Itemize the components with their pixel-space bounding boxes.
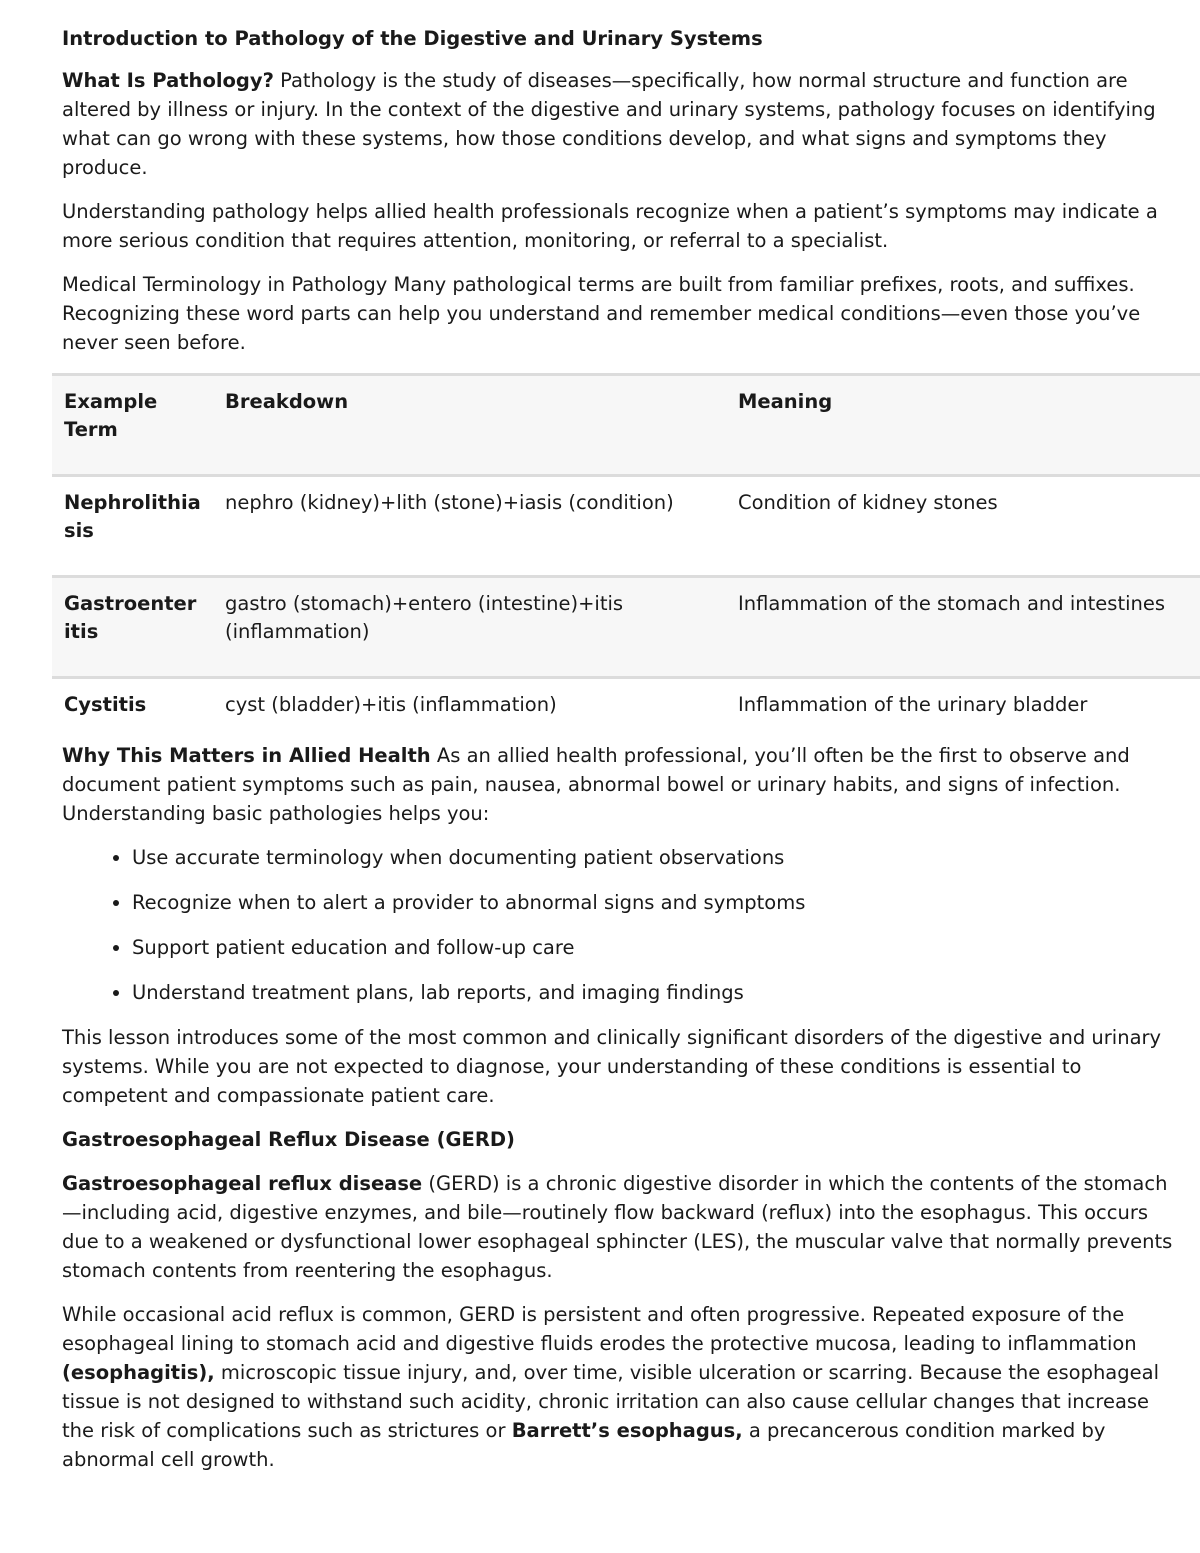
list-item: • Understand treatment plans, lab reports, and imaging findings — [132, 978, 1182, 1007]
gerd-paragraph-1 — [62, 1169, 1182, 1285]
why-paragraph — [62, 741, 1182, 828]
meaning-cell: Inflammation of the urinary bladder — [738, 693, 1088, 716]
intro-lead: What Is Pathology? — [62, 69, 274, 92]
document-title: Introduction to Pathology of the Digestive and Urinary Systems — [62, 27, 763, 50]
breakdown-cell: cyst (bladder)+itis (inflammation) — [225, 693, 557, 716]
gerd-heading: Gastroesophageal Reflux Disease (GERD) — [62, 1128, 515, 1151]
intro-text: Pathology is the study of diseases—specifically, how normal structure and function are altered by illness or injury. In the context of the digestive and urinary systems, pathology focuses on identifying what can go wrong with these systems, how those conditions develop, and what signs and symptoms they produce. — [62, 69, 1156, 179]
breakdown-cell: gastro (stomach)+entero (intestine)+itis (inflammation) — [225, 592, 624, 643]
intro-paragraph — [62, 66, 1182, 182]
header-example-term: Example Term — [64, 390, 158, 441]
header-breakdown: Breakdown — [225, 390, 349, 413]
list-item: • Recognize when to alert a provider to abnormal signs and symptoms — [132, 888, 1182, 917]
understanding-paragraph: Understanding pathology helps allied health professionals recognize when a patient’s symptoms may indicate a more serious condition that requires attention, monitoring, or referral to a specialist. — [62, 200, 1158, 252]
gerd-p2-part2: microscopic tissue injury, and, over time, visible ulceration or scarring. Because the esophageal tissue is not designed to withstand such acidity, chronic irritation can also cause cellular changes that increase the risk of complications such as strictures or — [62, 1361, 1159, 1442]
gerd-p2-part3: a precancerous condition marked by abnormal cell growth. — [62, 1419, 1106, 1471]
lesson-paragraph: This lesson introduces some of the most common and clinically significant disorders of the digestive and urinary systems. While you are not expected to diagnose, your understanding of these conditions is essential to competent and compassionate patient care. — [62, 1026, 1162, 1107]
list-item: • Support patient education and follow-up care — [132, 933, 1182, 962]
why-lead: Why This Matters in Allied Health — [62, 744, 431, 767]
benefits-list — [62, 843, 1182, 1007]
table-row — [52, 577, 1200, 678]
breakdown-cell: nephro (kidney)+lith (stone)+iasis (condition) — [225, 491, 674, 514]
terminology-paragraph: Medical Terminology in Pathology Many pathological terms are built from familiar prefixes, roots, and suffixes. Recognizing these word parts can help you understand and remember medical conditions—even those you’ve never seen before. — [62, 273, 1141, 354]
meaning-cell: Inflammation of the stomach and intestines — [738, 592, 1166, 615]
gerd-p2-part1: While occasional acid reflux is common, GERD is persistent and often progressive. Repeated exposure of the esophageal lining to stomach acid and digestive fluids erodes the protective mucosa, leading to inflammation — [62, 1303, 1137, 1355]
gerd-p2-barretts: Barrett’s esophagus, — [511, 1419, 743, 1442]
term-cell: Nephrolithiasis — [64, 491, 201, 542]
meaning-cell: Condition of kidney stones — [738, 491, 998, 514]
term-cell: Cystitis — [64, 693, 147, 716]
header-meaning: Meaning — [738, 390, 833, 413]
table-row — [52, 678, 1200, 730]
gerd-p2-esophagitis: (esophagitis), — [62, 1361, 215, 1384]
terminology-table — [52, 373, 1200, 729]
table-row — [52, 476, 1200, 577]
gerd-p1-text: (GERD) is a chronic digestive disorder in which the contents of the stomach—including acid, digestive enzymes, and bile—routinely flow backward (reflux) into the esophagus. This occurs due to a weakened or dysfunctional lower esophageal sphincter (LES), the muscular valve that normally prevents stomach contents from reentering the esophagus. — [62, 1172, 1173, 1282]
why-text: As an allied health professional, you’ll often be the first to observe and document patient symptoms such as pain, nausea, abnormal bowel or urinary habits, and signs of infection. Understanding basic pathologies helps you: — [62, 744, 1130, 825]
table-header-row — [52, 375, 1200, 476]
document-page — [62, 24, 1182, 1489]
gerd-lead: Gastroesophageal reflux disease — [62, 1172, 423, 1195]
list-item: • Use accurate terminology when documenting patient observations — [132, 843, 1182, 872]
term-cell: Gastroenteritis — [64, 592, 197, 643]
gerd-paragraph-2 — [62, 1300, 1182, 1474]
